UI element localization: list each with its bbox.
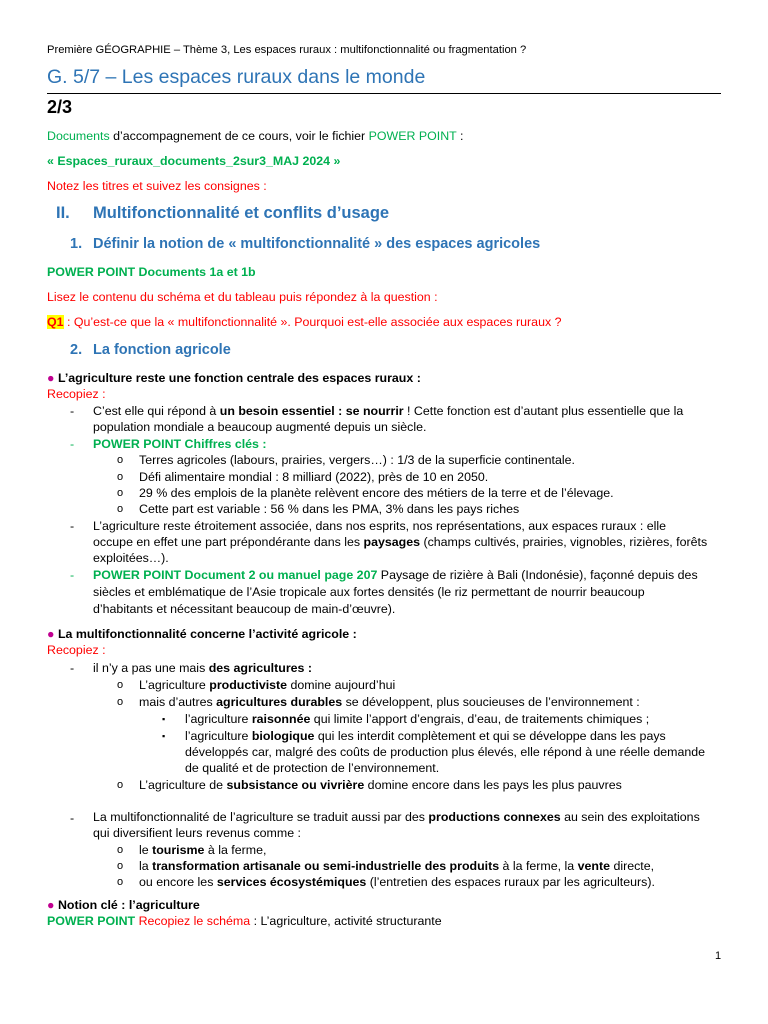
raisonnee-line: l’agriculture raisonnée qui limite l’apport d’engrais, d’eau, de traitements chimiques ; [185, 712, 650, 726]
recopiez-label: Recopiez : [47, 387, 106, 401]
subsection-2-number: 2. [70, 342, 83, 358]
chiffre-4: Cette part est variable : 56 % dans les PMA, 3% dans les pays riches [139, 502, 520, 516]
chiffre-1: Terres agricoles (labours, prairies, vergers…) : 1/3 de la superficie continentale. [139, 453, 575, 467]
lisez-instruction: Lisez le contenu du schéma et du tableau puis répondez à la question : [47, 290, 438, 304]
bullet-icon: ● [47, 627, 55, 641]
circle-bullet-icon: o [117, 844, 124, 856]
circle-bullet-icon: o [117, 454, 124, 466]
circle-bullet-icon: o [117, 860, 124, 872]
bullet-icon: ● [47, 898, 55, 912]
dash-icon: - [70, 811, 75, 825]
documents-label: Documents [47, 129, 110, 143]
circle-bullet-icon: o [117, 779, 124, 791]
page-number: 1 [715, 950, 722, 962]
dash-icon: - [70, 568, 75, 582]
productiviste-line: L’agriculture productiviste domine aujourd’hui [139, 678, 396, 692]
biologique-line-3: de qualité et de protection de l’environnement. [185, 761, 440, 775]
powerpoint-ref-1: POWER POINT Documents 1a et 1b [47, 265, 256, 279]
subsection-1-title: Définir la notion de « multifonctionnalité » des espaces agricoles [93, 236, 541, 252]
subsistance-line: L’agriculture de subsistance ou vivrière domine encore dans les pays les plus pauvres [139, 778, 622, 792]
instructions-note: Notez les titres et suivez les consignes : [47, 179, 267, 193]
connexes-line-2: qui diversifient leurs revenus comme : [93, 826, 301, 840]
powerpoint-filename: « Espaces_ruraux_documents_2sur3_MAJ 2024 » [47, 154, 341, 168]
dash-icon: - [70, 404, 75, 418]
title-rule [47, 93, 721, 94]
dash-icon: - [70, 519, 75, 533]
block1-paysages-line-3: exploitées…). [93, 551, 169, 565]
part-number: 2/3 [47, 97, 73, 117]
recopiez-label: Recopiez : [47, 643, 106, 657]
tourisme-line: le tourisme à la ferme, [139, 843, 267, 857]
question-1: Q1 : Qu’est-ce que la « multifonctionnalité ». Pourquoi est-elle associée aux espaces ruraux ? [47, 315, 562, 329]
ecosystemiques-line: ou encore les services écosystémiques (l’entretien des espaces ruraux par les agriculteurs). [139, 875, 655, 889]
subsection-1-number: 1. [70, 236, 83, 252]
block1-paysages-line-1: L’agriculture reste étroitement associée, dans nos esprits, nos représentations, aux espaces ruraux : elle [93, 519, 667, 533]
block1-line-2: population mondiale a beaucoup augmenté depuis un siècle. [93, 420, 427, 434]
subsection-2-title: La fonction agricole [93, 342, 231, 358]
chiffres-cles-heading: POWER POINT Chiffres clés : [93, 437, 267, 451]
dash-icon: - [70, 661, 75, 675]
square-bullet-icon: ▪ [162, 731, 166, 741]
intro-documents-line: Documents d’accompagnement de ce cours, voir le fichier POWER POINT : [47, 129, 464, 143]
block1-paysages-line-2: occupe en effet une part prépondérante dans les paysages (champs cultivés, prairies, vignobles, rizières, forêts [93, 535, 708, 549]
bullet-icon: ● [47, 371, 55, 385]
circle-bullet-icon: o [117, 876, 124, 888]
notion-cle-instruction: POWER POINT Recopiez le schéma : L’agriculture, activité structurante [47, 914, 442, 928]
notion-cle-heading: ● Notion clé : l’agriculture [47, 898, 200, 912]
block2-heading: ● La multifonctionnalité concerne l’activité agricole : [47, 627, 357, 641]
block1-bali-line-3: d’habitants et nécessitant beaucoup de main-d’œuvre). [93, 602, 396, 616]
biologique-line-1: l’agriculture biologique qui les interdit complètement et qui se développe dans les pays [185, 729, 666, 743]
biologique-line-2: développés car, malgré des coûts de production plus élevés, elle répond à une réelle demande [185, 745, 706, 759]
block1-line-1: C’est elle qui répond à un besoin essentiel : se nourrir ! Cette fonction est d’autant plus essentielle que la [93, 404, 684, 418]
circle-bullet-icon: o [117, 679, 124, 691]
circle-bullet-icon: o [117, 487, 124, 499]
block1-heading: ● L’agriculture reste une fonction centrale des espaces ruraux : [47, 371, 421, 385]
transformation-line: la transformation artisanale ou semi-industrielle des produits à la ferme, la vente directe, [139, 859, 655, 873]
page-title: G. 5/7 – Les espaces ruraux dans le monde [47, 66, 426, 88]
section-number: II. [56, 204, 70, 222]
agricultures-line: il n’y a pas une mais des agricultures : [93, 661, 312, 675]
block1-bali-line-2: siècles et emblématique de l’Asie tropicale aux fortes densités (le riz permettant de nourrir beaucoup [93, 585, 645, 599]
block1-bali-line-1: POWER POINT Document 2 ou manuel page 207 Paysage de rizière à Bali (Indonésie), façonné depuis des [93, 568, 698, 582]
circle-bullet-icon: o [117, 696, 124, 708]
durables-line: mais d’autres agricultures durables se développent, plus soucieuses de l’environnement : [139, 695, 640, 709]
running-header: Première GÉOGRAPHIE – Thème 3, Les espaces ruraux : multifonctionnalité ou fragmentation ? [47, 44, 527, 56]
connexes-line-1: La multifonctionnalité de l’agriculture se traduit aussi par des productions connexes au sein des exploitations [93, 810, 700, 824]
section-title: Multifonctionnalité et conflits d’usage [93, 204, 390, 222]
circle-bullet-icon: o [117, 471, 124, 483]
chiffre-2: Défi alimentaire mondial : 8 milliard (2022), près de 10 en 2050. [139, 470, 489, 484]
chiffre-3: 29 % des emplois de la planète relèvent encore des métiers de la terre et de l’élevage. [139, 486, 614, 500]
square-bullet-icon: ▪ [162, 714, 166, 724]
q1-label: Q1 [47, 315, 64, 329]
circle-bullet-icon: o [117, 503, 124, 515]
dash-icon: - [70, 437, 75, 451]
